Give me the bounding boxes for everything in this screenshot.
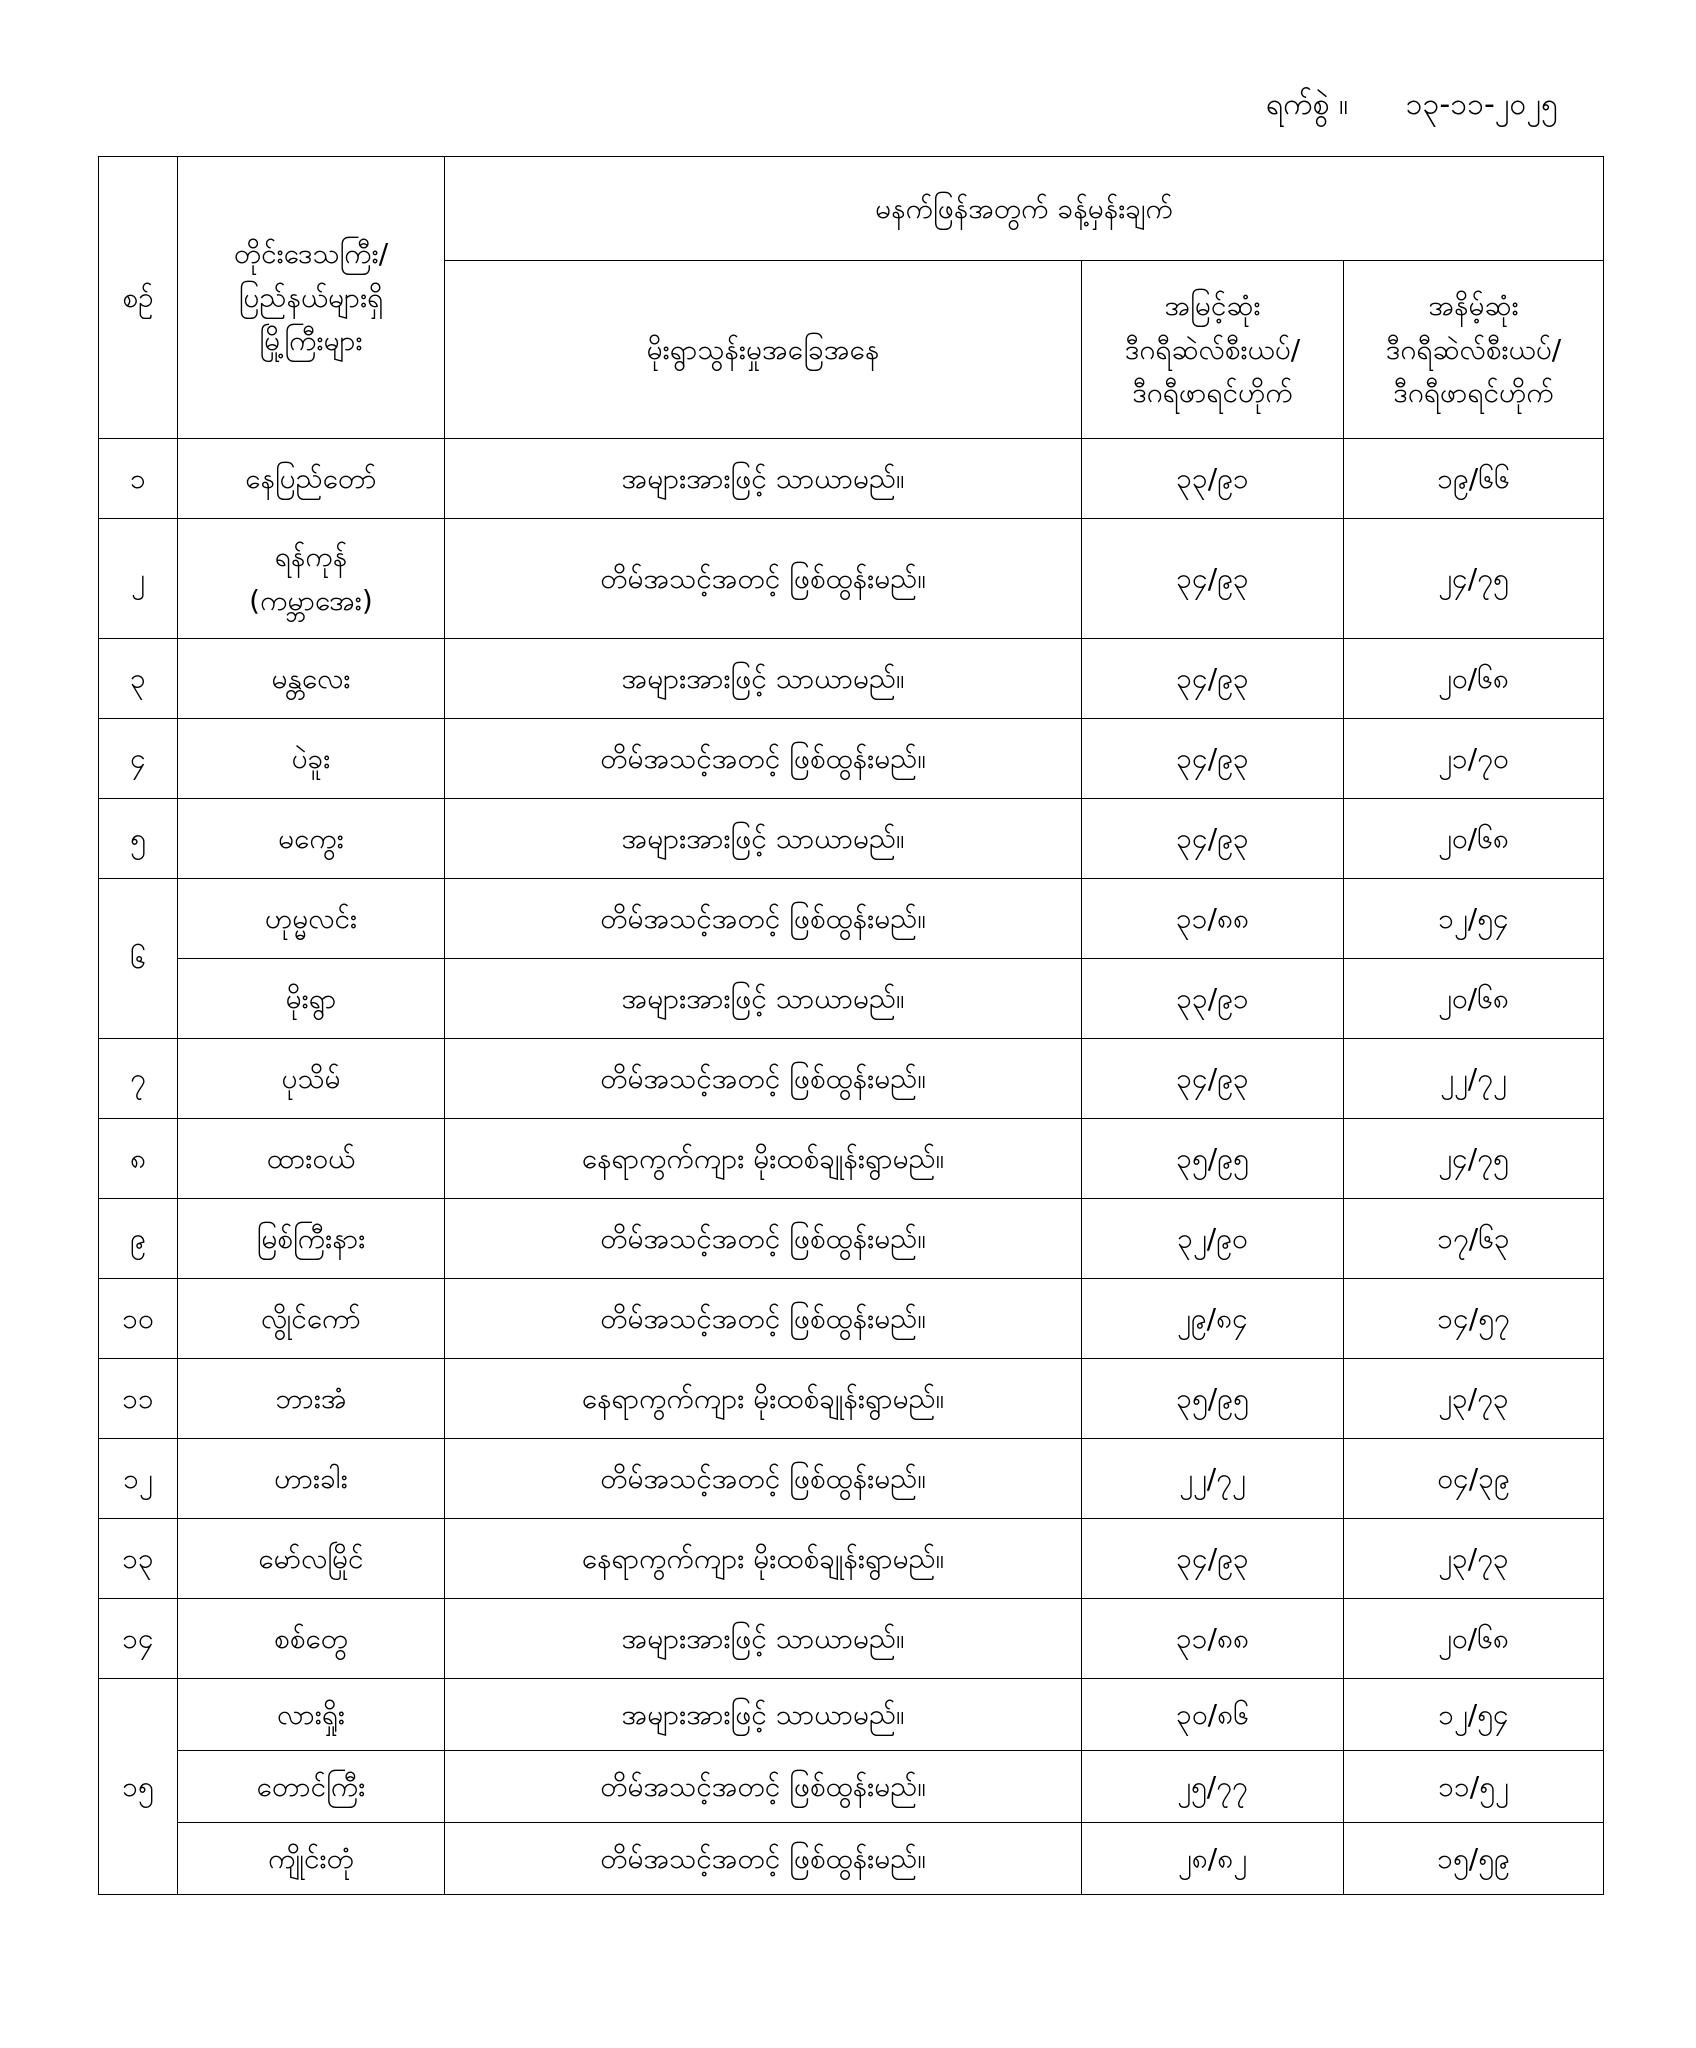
date-line <box>1266 84 1558 129</box>
max-temp: ၂၂/၇၂ <box>1082 1439 1344 1519</box>
table-row <box>99 1679 1604 1751</box>
max-temp: ၃၁/၈၈ <box>1082 1599 1344 1679</box>
header-city-line: မြို့ကြီးများ <box>259 324 363 358</box>
min-temp: ၂၄/၇၅ <box>1344 519 1604 639</box>
city-name: ကျိုင်းတုံ <box>178 1823 445 1895</box>
table-row <box>99 639 1604 719</box>
max-temp: ၂၉/၈၄ <box>1082 1279 1344 1359</box>
serial-no: ၁၅ <box>99 1679 178 1895</box>
rain-condition: တိမ်အသင့်အတင့် ဖြစ်ထွန်းမည်။ <box>445 519 1082 639</box>
rain-condition: အများအားဖြင့် သာယာမည်။ <box>445 639 1082 719</box>
date-value: ၁၃-၁၁-၂၀၂၅ <box>1405 87 1558 122</box>
table-row <box>99 1599 1604 1679</box>
min-temp: ၂၀/၆၈ <box>1344 799 1604 879</box>
city-name: မြစ်ကြီးနား <box>178 1199 445 1279</box>
rain-condition: နေရာကွက်ကျား မိုးထစ်ချုန်းရွာမည်။ <box>445 1519 1082 1599</box>
max-temp: ၃၀/၈၆ <box>1082 1679 1344 1751</box>
serial-no: ၁၃ <box>99 1519 178 1599</box>
serial-no: ၁၀ <box>99 1279 178 1359</box>
city-name: မော်လမြိုင် <box>178 1519 445 1599</box>
header-min-temp <box>1344 261 1604 439</box>
city-name: ဟုမ္မလင်း <box>178 879 445 959</box>
city-name: ပုသိမ် <box>178 1039 445 1119</box>
city-name: တောင်ကြီး <box>178 1751 445 1823</box>
rain-condition: အများအားဖြင့် သာယာမည်။ <box>445 1599 1082 1679</box>
max-temp: ၃၃/၉၁ <box>1082 439 1344 519</box>
header-rain-condition: မိုးရွာသွန်းမှုအခြေအနေ <box>445 261 1082 439</box>
city-name <box>178 519 445 639</box>
serial-no: ၈ <box>99 1119 178 1199</box>
table-row <box>99 719 1604 799</box>
min-temp: ၁၉/၆၆ <box>1344 439 1604 519</box>
city-name: လွိုင်ကော် <box>178 1279 445 1359</box>
serial-no: ၅ <box>99 799 178 879</box>
min-temp: ၂၄/၇၅ <box>1344 1119 1604 1199</box>
max-temp: ၂၅/၇၇ <box>1082 1751 1344 1823</box>
header-max-temp <box>1082 261 1344 439</box>
max-temp: ၃၁/၈၈ <box>1082 879 1344 959</box>
rain-condition: တိမ်အသင့်အတင့် ဖြစ်ထွန်းမည်။ <box>445 1279 1082 1359</box>
rain-condition: တိမ်အသင့်အတင့် ဖြစ်ထွန်းမည်။ <box>445 1823 1082 1895</box>
rain-condition: အများအားဖြင့် သာယာမည်။ <box>445 1679 1082 1751</box>
max-temp: ၃၅/၉၅ <box>1082 1359 1344 1439</box>
table-row <box>99 1519 1604 1599</box>
rain-condition: တိမ်အသင့်အတင့် ဖြစ်ထွန်းမည်။ <box>445 1039 1082 1119</box>
max-temp: ၃၄/၉၃ <box>1082 799 1344 879</box>
table-row <box>99 1199 1604 1279</box>
min-temp: ၂၁/၇၀ <box>1344 719 1604 799</box>
max-temp: ၃၄/၉၃ <box>1082 639 1344 719</box>
serial-no: ၁ <box>99 439 178 519</box>
header-city-line: ပြည်နယ်များရှိ <box>238 280 384 314</box>
min-temp: ၂၂/၇၂ <box>1344 1039 1604 1119</box>
table-row <box>99 1823 1604 1895</box>
min-temp: ၂၀/၆၈ <box>1344 959 1604 1039</box>
rain-condition: တိမ်အသင့်အတင့် ဖြစ်ထွန်းမည်။ <box>445 1751 1082 1823</box>
city-name-line: ရန်ကုန် <box>274 540 348 574</box>
serial-no: ၉ <box>99 1199 178 1279</box>
serial-no: ၁၂ <box>99 1439 178 1519</box>
max-temp: ၃၃/၉၁ <box>1082 959 1344 1039</box>
max-temp: ၂၈/၈၂ <box>1082 1823 1344 1895</box>
serial-no: ၁၄ <box>99 1599 178 1679</box>
max-temp: ၃၄/၉၃ <box>1082 519 1344 639</box>
table-row <box>99 519 1604 639</box>
city-name: ထားဝယ် <box>178 1119 445 1199</box>
min-temp: ၁၇/၆၃ <box>1344 1199 1604 1279</box>
rain-condition: အများအားဖြင့် သာယာမည်။ <box>445 799 1082 879</box>
table-row <box>99 799 1604 879</box>
min-temp: ၁၅/၅၉ <box>1344 1823 1604 1895</box>
max-temp: ၃၅/၉၅ <box>1082 1119 1344 1199</box>
max-temp: ၃၂/၉၀ <box>1082 1199 1344 1279</box>
table-row <box>99 439 1604 519</box>
serial-no: ၄ <box>99 719 178 799</box>
min-temp: ၁၁/၅၂ <box>1344 1751 1604 1823</box>
max-temp: ၃၄/၉၃ <box>1082 719 1344 799</box>
rain-condition: တိမ်အသင့်အတင့် ဖြစ်ထွန်းမည်။ <box>445 1439 1082 1519</box>
serial-no: ၆ <box>99 879 178 1039</box>
rain-condition: တိမ်အသင့်အတင့် ဖြစ်ထွန်းမည်။ <box>445 1199 1082 1279</box>
max-temp: ၃၄/၉၃ <box>1082 1039 1344 1119</box>
header-city <box>178 157 445 439</box>
max-temp: ၃၄/၉၃ <box>1082 1519 1344 1599</box>
header-max-line: ဒီဂရီဆဲလ်စီးယပ်/ <box>1124 332 1301 366</box>
city-name: ဘားအံ <box>178 1359 445 1439</box>
table-row <box>99 879 1604 959</box>
city-name: မိုးရွာ <box>178 959 445 1039</box>
rain-condition: တိမ်အသင့်အတင့် ဖြစ်ထွန်းမည်။ <box>445 879 1082 959</box>
min-temp: ၁၂/၅၄ <box>1344 1679 1604 1751</box>
city-name: စစ်တွေ <box>178 1599 445 1679</box>
header-forecast-group: မနက်ဖြန်အတွက် ခန့်မှန်းချက် <box>445 157 1604 261</box>
serial-no: ၂ <box>99 519 178 639</box>
min-temp: ၀၄/၃၉ <box>1344 1439 1604 1519</box>
serial-no: ၃ <box>99 639 178 719</box>
header-city-line: တိုင်းဒေသကြီး/ <box>233 237 389 271</box>
min-temp: ၂၀/၆၈ <box>1344 639 1604 719</box>
header-min-line: ဒီဂရီဆဲလ်စီးယပ်/ <box>1385 332 1562 366</box>
table-row <box>99 1751 1604 1823</box>
serial-no: ၇ <box>99 1039 178 1119</box>
header-min-line: ဒီဂရီဖာရင်ဟိုက် <box>1393 376 1554 410</box>
city-name-line: (ကမ္ဘာအေး) <box>249 583 373 617</box>
city-name: လားရှိုး <box>178 1679 445 1751</box>
city-name: ဟားခါး <box>178 1439 445 1519</box>
date-label: ရက်စွဲ ။ <box>1266 87 1349 122</box>
min-temp: ၂၀/၆၈ <box>1344 1599 1604 1679</box>
rain-condition: တိမ်အသင့်အတင့် ဖြစ်ထွန်းမည်။ <box>445 719 1082 799</box>
min-temp: ၁၄/၅၇ <box>1344 1279 1604 1359</box>
table-row <box>99 1439 1604 1519</box>
header-max-line: ဒီဂရီဖာရင်ဟိုက် <box>1132 376 1293 410</box>
min-temp: ၂၃/၇၃ <box>1344 1519 1604 1599</box>
city-name: ပဲခူး <box>178 719 445 799</box>
table-row <box>99 1279 1604 1359</box>
rain-condition: အများအားဖြင့် သာယာမည်။ <box>445 959 1082 1039</box>
forecast-table <box>98 156 1604 1895</box>
table-row <box>99 959 1604 1039</box>
min-temp: ၂၃/၇၃ <box>1344 1359 1604 1439</box>
table-row <box>99 1039 1604 1119</box>
header-serial-no: စဉ် <box>99 157 178 439</box>
header-min-line: အနိမ့်ဆုံး <box>1428 289 1519 323</box>
rain-condition: နေရာကွက်ကျား မိုးထစ်ချုန်းရွာမည်။ <box>445 1359 1082 1439</box>
table-row <box>99 1359 1604 1439</box>
table-row <box>99 1119 1604 1199</box>
city-name: မကွေး <box>178 799 445 879</box>
serial-no: ၁၁ <box>99 1359 178 1439</box>
rain-condition: နေရာကွက်ကျား မိုးထစ်ချုန်းရွာမည်။ <box>445 1119 1082 1199</box>
header-max-line: အမြင့်ဆုံး <box>1164 289 1261 323</box>
city-name: မန္တလေး <box>178 639 445 719</box>
min-temp: ၁၂/၅၄ <box>1344 879 1604 959</box>
city-name: နေပြည်တော် <box>178 439 445 519</box>
rain-condition: အများအားဖြင့် သာယာမည်။ <box>445 439 1082 519</box>
